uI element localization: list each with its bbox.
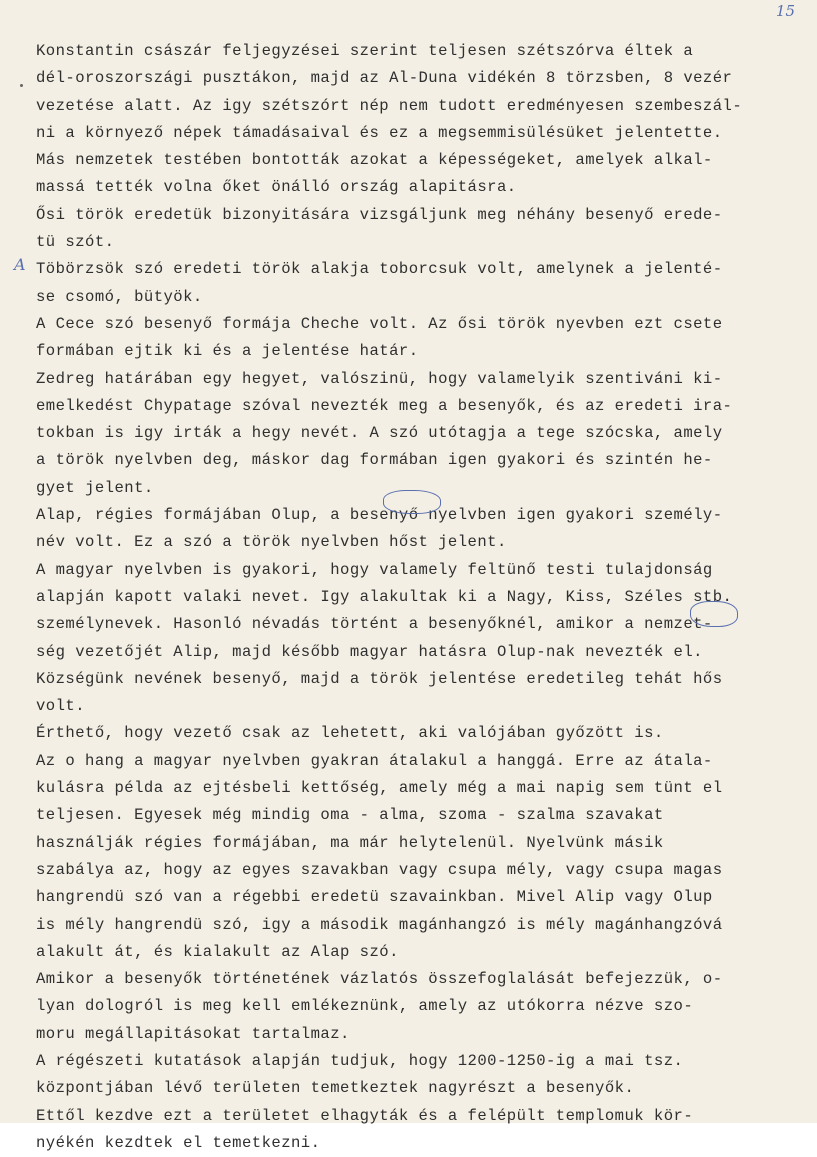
text-line: a török nyelvben deg, máskor dag formában igen gyakori és szintén he- — [36, 451, 713, 470]
text-line: szabálya az, hogy az egyes szavakban vagy csupa mély, vagy csupa magas — [36, 860, 723, 879]
text-line: ség vezetőjét Alip, majd később magyar hatásra Olup-nak nevezték el. — [36, 642, 703, 661]
text-line: Zedreg határában egy hegyet, valószinü, hogy valamelyik szentiváni ki- — [36, 369, 723, 388]
text-line: massá tették volna őket önálló ország alapitásra. — [36, 178, 517, 197]
pen-circle-annotation — [383, 490, 441, 514]
text-line: név volt. Ez a szó a török nyelvben hőst jelent. — [36, 533, 507, 552]
text-line: ni a környező népek támadásaival és ez a megsemmisülésüket jelentette. — [36, 123, 723, 142]
page-number: 15 — [775, 2, 795, 20]
text-line: nyékén kezdtek el temetkezni. — [36, 1133, 321, 1152]
text-line: A magyar nyelvben is gyakori, hogy valamely feltünő testi tulajdonság — [36, 560, 713, 579]
text-line: is mély hangrendü szó, igy a második magánhangzó is mély magánhangzóvá — [36, 915, 723, 934]
text-line: emelkedést Chypatage szóval nevezték meg a besenyők, és az eredeti ira- — [36, 396, 733, 415]
margin-dot-mark — [20, 84, 23, 87]
text-line: alapján kapott valaki nevet. Igy alakultak ki a Nagy, Kiss, Széles stb. — [36, 587, 733, 606]
text-line: Alap, régies formájában Olup, a besenyő nyelvben igen gyakori személy- — [36, 506, 723, 525]
text-line: moru megállapitásokat tartalmaz. — [36, 1024, 350, 1043]
text-line: teljesen. Egyesek még mindig oma - alma, szoma - szalma szavakat — [36, 806, 664, 825]
text-line: használják régies formájában, ma már helytelenül. Nyelvünk másik — [36, 833, 664, 852]
text-line: Más nemzetek testében bontották azokat a képességeket, amelyek alkal- — [36, 151, 713, 170]
text-line: Konstantin császár feljegyzései szerint teljesen szétszórva éltek a — [36, 42, 694, 60]
text-line: Érthető, hogy vezető csak az lehetett, aki valójában győzött is. — [36, 724, 664, 743]
text-line: A Cece szó besenyő formája Cheche volt. Az ősi török nyevben ezt csete — [36, 314, 723, 333]
text-line: vezetése alatt. Az igy szétszórt nép nem tudott eredményesen szembeszál- — [36, 96, 743, 115]
text-line: gyet jelent. — [36, 478, 154, 497]
text-line: volt. — [36, 697, 86, 716]
text-line: Ősi török eredetük bizonyitására vizsgáljunk meg néhány besenyő erede- — [36, 205, 723, 224]
text-line: tokban is igy irták a hegy nevét. A szó utótagja a tege szócska, amely — [36, 424, 723, 443]
pen-circle-annotation — [690, 601, 738, 627]
text-line: Amikor a besenyők történetének vázlatós összefoglalását befejezzük, o- — [36, 970, 723, 989]
text-line: se csomó, bütyök. — [36, 287, 203, 306]
text-line: központjában lévő területen temetkeztek nagyrészt a besenyők. — [36, 1079, 635, 1098]
text-line: kulásra példa az ejtésbeli kettőség, amely még a mai napig sem tünt el — [36, 779, 723, 798]
text-line: Községünk nevének besenyő, majd a török jelentése eredetileg tehát hős — [36, 669, 723, 688]
text-line: dél-oroszországi pusztákon, majd az Al-Duna vidékén 8 törzsben, 8 vezér — [36, 69, 733, 88]
margin-annotation: A — [14, 255, 26, 274]
text-line: Ettől kezdve ezt a területet elhagyták és a felépült templomuk kör- — [36, 1106, 694, 1125]
text-line: hangrendü szó van a régebbi eredetü szavainkban. Mivel Alip vagy Olup — [36, 888, 713, 907]
text-line: személynevek. Hasonló névadás történt a besenyőknél, amikor a nemzet- — [36, 615, 713, 634]
body-text — [36, 38, 776, 1157]
text-line: formában ejtik ki és a jelentése határ. — [36, 342, 419, 361]
text-line: Töbörzsök szó eredeti török alakja toborcsuk volt, amelynek a jelenté- — [36, 260, 723, 279]
text-line: Az o hang a magyar nyelvben gyakran átalakul a hanggá. Erre az átala- — [36, 751, 713, 770]
text-line: A régészeti kutatások alapján tudjuk, hogy 1200-1250-ig a mai tsz. — [36, 1051, 684, 1070]
text-line: tü szót. — [36, 233, 115, 252]
text-line: alakult át, és kialakult az Alap szó. — [36, 942, 399, 961]
text-line: lyan dologról is meg kell emlékeznünk, amely az utókorra nézve szo- — [36, 997, 694, 1016]
